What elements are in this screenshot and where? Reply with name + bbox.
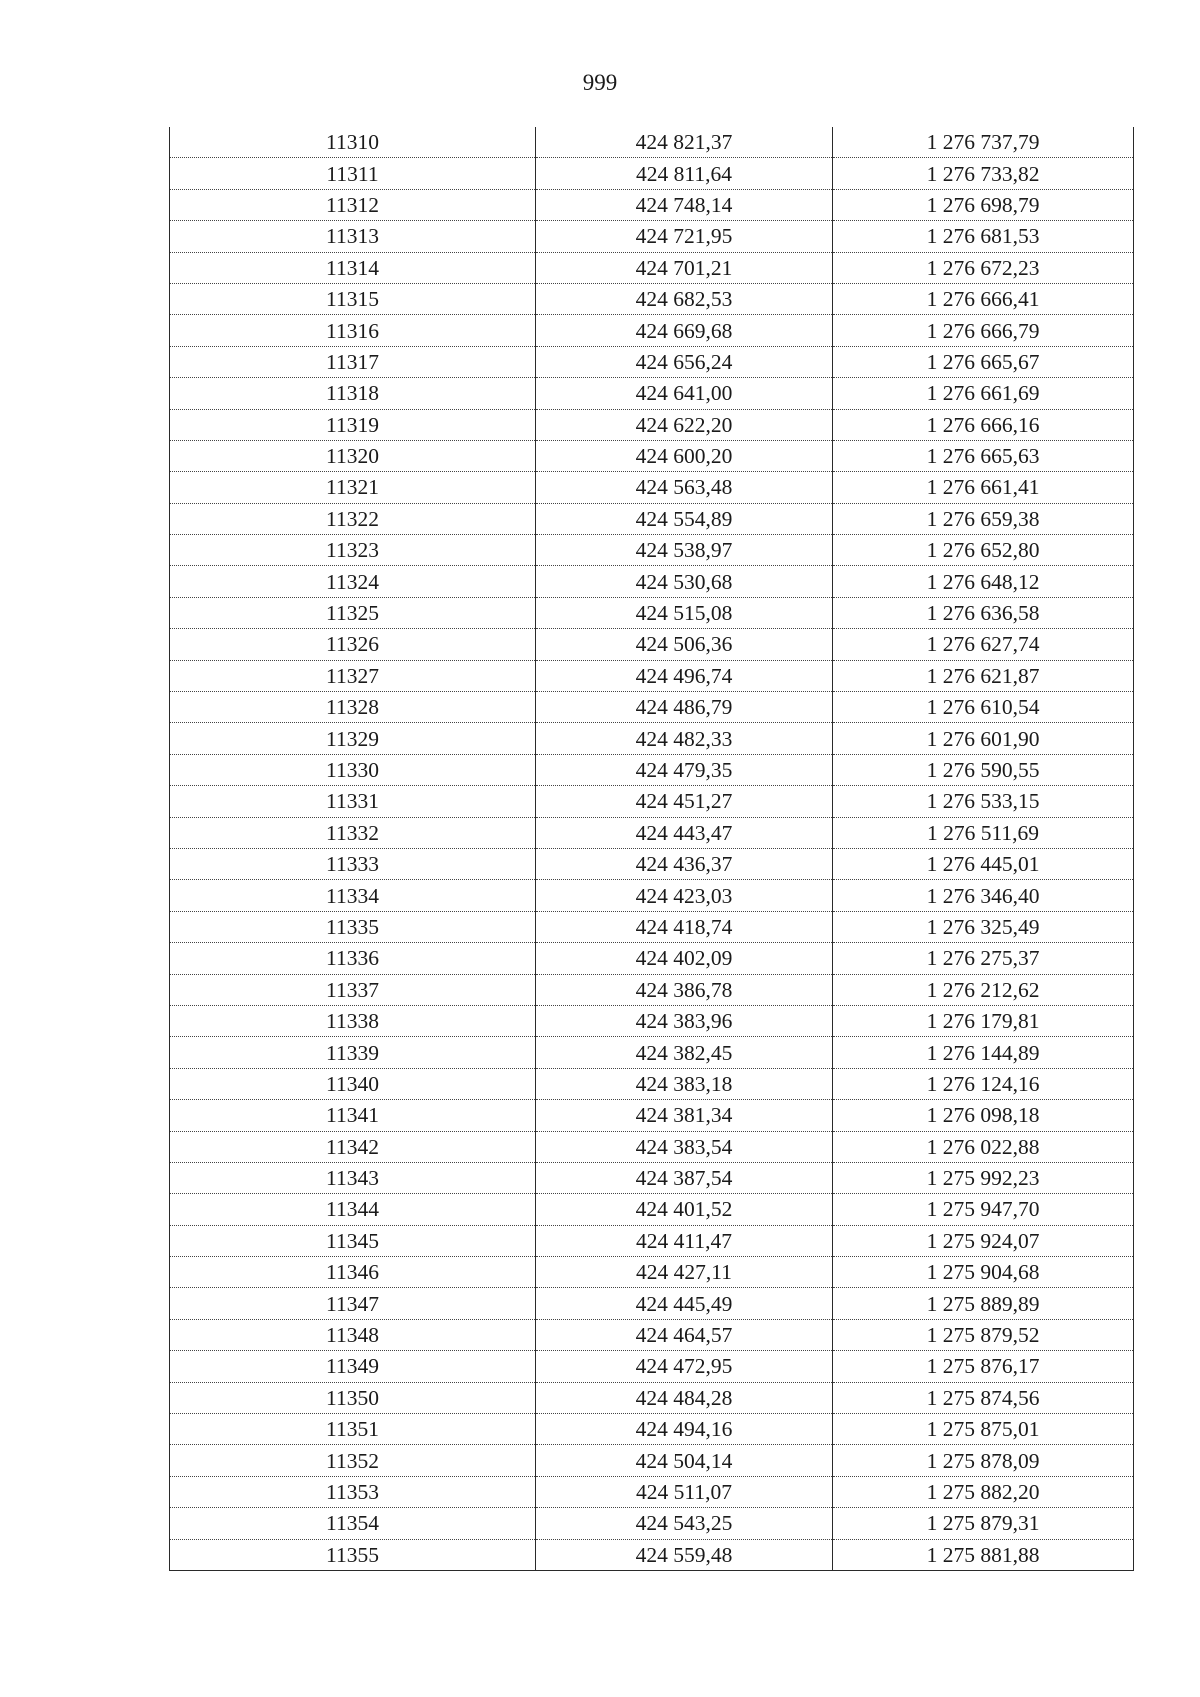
point-number-cell: 11344 xyxy=(170,1194,536,1225)
x-coordinate-cell: 424 538,97 xyxy=(536,535,833,566)
table-row xyxy=(170,440,1134,471)
y-coordinate-cell: 1 276 445,01 xyxy=(833,848,1134,879)
table-row xyxy=(170,127,1134,158)
y-coordinate-cell: 1 276 665,67 xyxy=(833,346,1134,377)
y-coordinate-cell: 1 275 878,09 xyxy=(833,1445,1134,1476)
x-coordinate-cell: 424 482,33 xyxy=(536,723,833,754)
x-coordinate-cell: 424 656,24 xyxy=(536,346,833,377)
y-coordinate-cell: 1 276 124,16 xyxy=(833,1068,1134,1099)
y-coordinate-cell: 1 275 904,68 xyxy=(833,1257,1134,1288)
table-row xyxy=(170,1539,1134,1570)
x-coordinate-cell: 424 402,09 xyxy=(536,943,833,974)
x-coordinate-cell: 424 445,49 xyxy=(536,1288,833,1319)
y-coordinate-cell: 1 275 881,88 xyxy=(833,1539,1134,1570)
x-coordinate-cell: 424 511,07 xyxy=(536,1476,833,1507)
x-coordinate-cell: 424 443,47 xyxy=(536,817,833,848)
table-row xyxy=(170,1162,1134,1193)
y-coordinate-cell: 1 275 924,07 xyxy=(833,1225,1134,1256)
point-number-cell: 11337 xyxy=(170,974,536,1005)
point-number-cell: 11338 xyxy=(170,1005,536,1036)
x-coordinate-cell: 424 669,68 xyxy=(536,315,833,346)
table-row xyxy=(170,409,1134,440)
point-number-cell: 11348 xyxy=(170,1319,536,1350)
x-coordinate-cell: 424 386,78 xyxy=(536,974,833,1005)
y-coordinate-cell: 1 276 733,82 xyxy=(833,158,1134,189)
y-coordinate-cell: 1 275 947,70 xyxy=(833,1194,1134,1225)
x-coordinate-cell: 424 418,74 xyxy=(536,911,833,942)
point-number-cell: 11351 xyxy=(170,1414,536,1445)
x-coordinate-cell: 424 387,54 xyxy=(536,1162,833,1193)
x-coordinate-cell: 424 382,45 xyxy=(536,1037,833,1068)
x-coordinate-cell: 424 383,54 xyxy=(536,1131,833,1162)
point-number-cell: 11330 xyxy=(170,754,536,785)
y-coordinate-cell: 1 276 636,58 xyxy=(833,597,1134,628)
x-coordinate-cell: 424 641,00 xyxy=(536,378,833,409)
table-row xyxy=(170,1131,1134,1162)
y-coordinate-cell: 1 276 590,55 xyxy=(833,754,1134,785)
table-row xyxy=(170,158,1134,189)
x-coordinate-cell: 424 451,27 xyxy=(536,786,833,817)
x-coordinate-cell: 424 436,37 xyxy=(536,848,833,879)
x-coordinate-cell: 424 543,25 xyxy=(536,1508,833,1539)
table-row xyxy=(170,1005,1134,1036)
x-coordinate-cell: 424 423,03 xyxy=(536,880,833,911)
y-coordinate-cell: 1 275 879,52 xyxy=(833,1319,1134,1350)
point-number-cell: 11322 xyxy=(170,503,536,534)
x-coordinate-cell: 424 381,34 xyxy=(536,1100,833,1131)
y-coordinate-cell: 1 276 098,18 xyxy=(833,1100,1134,1131)
table-row xyxy=(170,503,1134,534)
point-number-cell: 11342 xyxy=(170,1131,536,1162)
table-row xyxy=(170,911,1134,942)
y-coordinate-cell: 1 276 325,49 xyxy=(833,911,1134,942)
x-coordinate-cell: 424 484,28 xyxy=(536,1382,833,1413)
table-row xyxy=(170,221,1134,252)
point-number-cell: 11333 xyxy=(170,848,536,879)
page-number: 999 xyxy=(582,70,618,95)
y-coordinate-cell: 1 276 661,41 xyxy=(833,472,1134,503)
x-coordinate-cell: 424 383,18 xyxy=(536,1068,833,1099)
y-coordinate-cell: 1 275 879,31 xyxy=(833,1508,1134,1539)
table-row xyxy=(170,660,1134,691)
x-coordinate-cell: 424 748,14 xyxy=(536,189,833,220)
y-coordinate-cell: 1 275 874,56 xyxy=(833,1382,1134,1413)
table-row xyxy=(170,1445,1134,1476)
y-coordinate-cell: 1 276 275,37 xyxy=(833,943,1134,974)
point-number-cell: 11318 xyxy=(170,378,536,409)
point-number-cell: 11341 xyxy=(170,1100,536,1131)
table-row xyxy=(170,1037,1134,1068)
coordinates-table xyxy=(169,127,1134,1571)
point-number-cell: 11346 xyxy=(170,1257,536,1288)
table-row xyxy=(170,189,1134,220)
y-coordinate-cell: 1 276 610,54 xyxy=(833,692,1134,723)
table-row xyxy=(170,786,1134,817)
point-number-cell: 11313 xyxy=(170,221,536,252)
point-number-cell: 11328 xyxy=(170,692,536,723)
point-number-cell: 11336 xyxy=(170,943,536,974)
y-coordinate-cell: 1 276 346,40 xyxy=(833,880,1134,911)
point-number-cell: 11310 xyxy=(170,127,536,158)
coordinates-table-body xyxy=(170,127,1134,1570)
table-row xyxy=(170,1351,1134,1382)
x-coordinate-cell: 424 411,47 xyxy=(536,1225,833,1256)
x-coordinate-cell: 424 530,68 xyxy=(536,566,833,597)
point-number-cell: 11314 xyxy=(170,252,536,283)
table-row xyxy=(170,629,1134,660)
table-row xyxy=(170,1225,1134,1256)
point-number-cell: 11329 xyxy=(170,723,536,754)
y-coordinate-cell: 1 276 666,16 xyxy=(833,409,1134,440)
x-coordinate-cell: 424 427,11 xyxy=(536,1257,833,1288)
y-coordinate-cell: 1 276 022,88 xyxy=(833,1131,1134,1162)
x-coordinate-cell: 424 479,35 xyxy=(536,754,833,785)
point-number-cell: 11319 xyxy=(170,409,536,440)
point-number-cell: 11334 xyxy=(170,880,536,911)
table-row xyxy=(170,692,1134,723)
y-coordinate-cell: 1 276 737,79 xyxy=(833,127,1134,158)
y-coordinate-cell: 1 276 627,74 xyxy=(833,629,1134,660)
x-coordinate-cell: 424 563,48 xyxy=(536,472,833,503)
point-number-cell: 11325 xyxy=(170,597,536,628)
y-coordinate-cell: 1 276 666,79 xyxy=(833,315,1134,346)
x-coordinate-cell: 424 701,21 xyxy=(536,252,833,283)
table-row xyxy=(170,597,1134,628)
y-coordinate-cell: 1 276 666,41 xyxy=(833,283,1134,314)
point-number-cell: 11320 xyxy=(170,440,536,471)
table-row xyxy=(170,754,1134,785)
x-coordinate-cell: 424 486,79 xyxy=(536,692,833,723)
table-row xyxy=(170,535,1134,566)
x-coordinate-cell: 424 821,37 xyxy=(536,127,833,158)
point-number-cell: 11343 xyxy=(170,1162,536,1193)
x-coordinate-cell: 424 559,48 xyxy=(536,1539,833,1570)
point-number-cell: 11315 xyxy=(170,283,536,314)
x-coordinate-cell: 424 682,53 xyxy=(536,283,833,314)
x-coordinate-cell: 424 494,16 xyxy=(536,1414,833,1445)
x-coordinate-cell: 424 811,64 xyxy=(536,158,833,189)
y-coordinate-cell: 1 276 621,87 xyxy=(833,660,1134,691)
point-number-cell: 11323 xyxy=(170,535,536,566)
point-number-cell: 11331 xyxy=(170,786,536,817)
table-row xyxy=(170,1100,1134,1131)
y-coordinate-cell: 1 276 698,79 xyxy=(833,189,1134,220)
point-number-cell: 11316 xyxy=(170,315,536,346)
y-coordinate-cell: 1 276 533,15 xyxy=(833,786,1134,817)
y-coordinate-cell: 1 276 672,23 xyxy=(833,252,1134,283)
table-row xyxy=(170,252,1134,283)
x-coordinate-cell: 424 401,52 xyxy=(536,1194,833,1225)
x-coordinate-cell: 424 515,08 xyxy=(536,597,833,628)
y-coordinate-cell: 1 275 875,01 xyxy=(833,1414,1134,1445)
y-coordinate-cell: 1 276 511,69 xyxy=(833,817,1134,848)
point-number-cell: 11347 xyxy=(170,1288,536,1319)
y-coordinate-cell: 1 276 144,89 xyxy=(833,1037,1134,1068)
table-row xyxy=(170,723,1134,754)
y-coordinate-cell: 1 276 659,38 xyxy=(833,503,1134,534)
table-row xyxy=(170,472,1134,503)
point-number-cell: 11355 xyxy=(170,1539,536,1570)
table-row xyxy=(170,817,1134,848)
point-number-cell: 11350 xyxy=(170,1382,536,1413)
point-number-cell: 11324 xyxy=(170,566,536,597)
x-coordinate-cell: 424 504,14 xyxy=(536,1445,833,1476)
point-number-cell: 11353 xyxy=(170,1476,536,1507)
table-row xyxy=(170,943,1134,974)
y-coordinate-cell: 1 275 992,23 xyxy=(833,1162,1134,1193)
point-number-cell: 11340 xyxy=(170,1068,536,1099)
table-row xyxy=(170,283,1134,314)
table-row xyxy=(170,1508,1134,1539)
table-row xyxy=(170,378,1134,409)
table-row xyxy=(170,1288,1134,1319)
table-row xyxy=(170,1382,1134,1413)
table-row xyxy=(170,974,1134,1005)
point-number-cell: 11326 xyxy=(170,629,536,660)
table-row xyxy=(170,1257,1134,1288)
x-coordinate-cell: 424 464,57 xyxy=(536,1319,833,1350)
point-number-cell: 11311 xyxy=(170,158,536,189)
y-coordinate-cell: 1 275 876,17 xyxy=(833,1351,1134,1382)
y-coordinate-cell: 1 276 212,62 xyxy=(833,974,1134,1005)
x-coordinate-cell: 424 622,20 xyxy=(536,409,833,440)
point-number-cell: 11332 xyxy=(170,817,536,848)
y-coordinate-cell: 1 276 661,69 xyxy=(833,378,1134,409)
table-row xyxy=(170,1068,1134,1099)
x-coordinate-cell: 424 472,95 xyxy=(536,1351,833,1382)
point-number-cell: 11354 xyxy=(170,1508,536,1539)
point-number-cell: 11317 xyxy=(170,346,536,377)
y-coordinate-cell: 1 275 882,20 xyxy=(833,1476,1134,1507)
table-row xyxy=(170,1194,1134,1225)
table-row xyxy=(170,315,1134,346)
table-row xyxy=(170,848,1134,879)
point-number-cell: 11345 xyxy=(170,1225,536,1256)
x-coordinate-cell: 424 600,20 xyxy=(536,440,833,471)
point-number-cell: 11335 xyxy=(170,911,536,942)
point-number-cell: 11352 xyxy=(170,1445,536,1476)
x-coordinate-cell: 424 383,96 xyxy=(536,1005,833,1036)
x-coordinate-cell: 424 496,74 xyxy=(536,660,833,691)
table-row xyxy=(170,1414,1134,1445)
point-number-cell: 11349 xyxy=(170,1351,536,1382)
y-coordinate-cell: 1 275 889,89 xyxy=(833,1288,1134,1319)
point-number-cell: 11321 xyxy=(170,472,536,503)
x-coordinate-cell: 424 554,89 xyxy=(536,503,833,534)
y-coordinate-cell: 1 276 665,63 xyxy=(833,440,1134,471)
y-coordinate-cell: 1 276 652,80 xyxy=(833,535,1134,566)
y-coordinate-cell: 1 276 601,90 xyxy=(833,723,1134,754)
point-number-cell: 11327 xyxy=(170,660,536,691)
point-number-cell: 11339 xyxy=(170,1037,536,1068)
table-row xyxy=(170,346,1134,377)
point-number-cell: 11312 xyxy=(170,189,536,220)
x-coordinate-cell: 424 506,36 xyxy=(536,629,833,660)
y-coordinate-cell: 1 276 648,12 xyxy=(833,566,1134,597)
y-coordinate-cell: 1 276 681,53 xyxy=(833,221,1134,252)
table-row xyxy=(170,1319,1134,1350)
y-coordinate-cell: 1 276 179,81 xyxy=(833,1005,1134,1036)
table-row xyxy=(170,880,1134,911)
table-row xyxy=(170,1476,1134,1507)
table-row xyxy=(170,566,1134,597)
x-coordinate-cell: 424 721,95 xyxy=(536,221,833,252)
